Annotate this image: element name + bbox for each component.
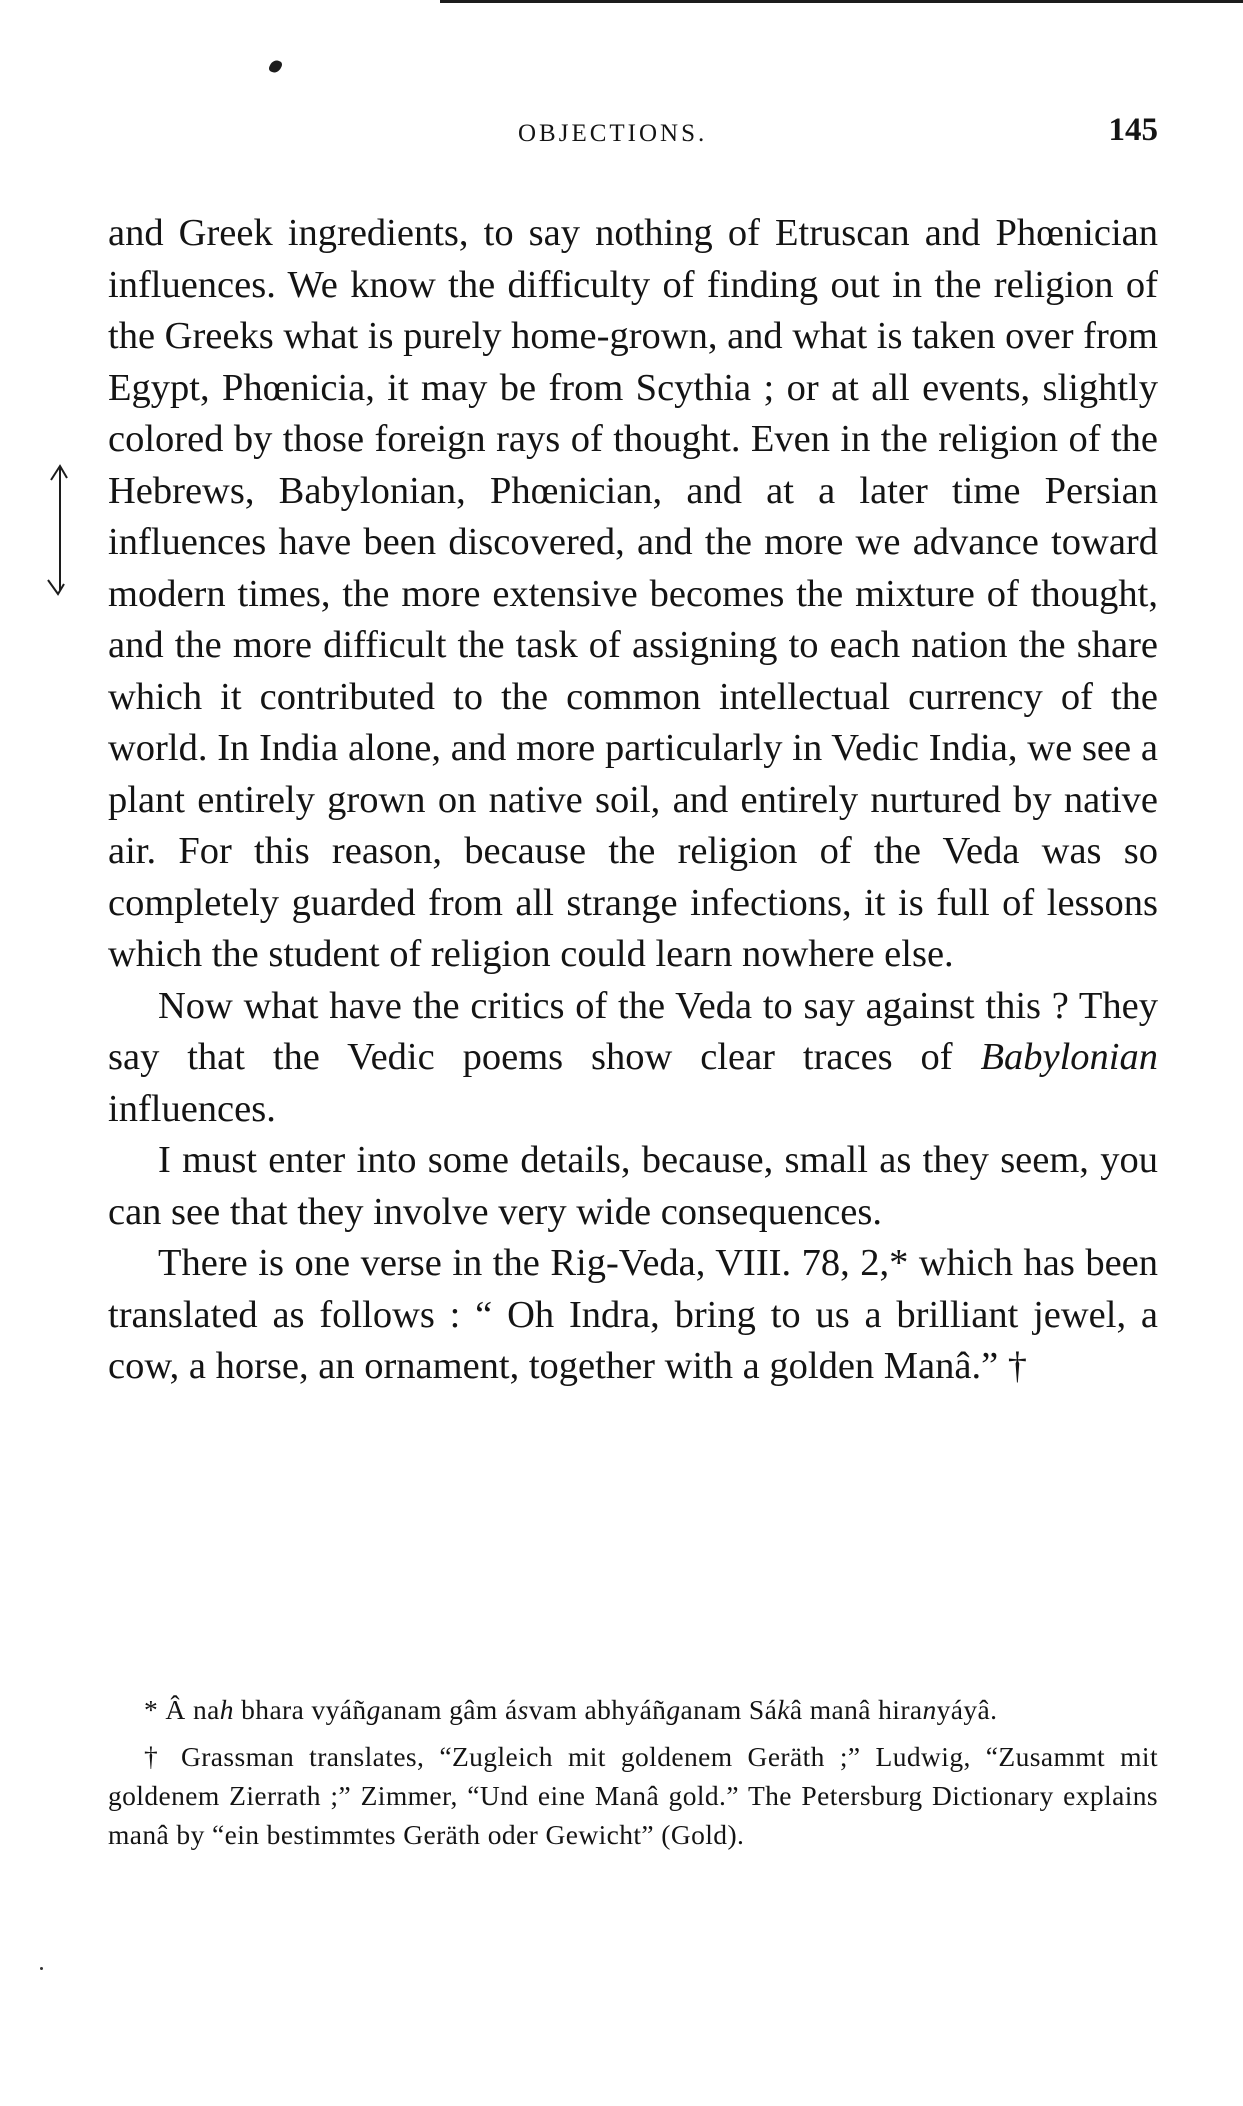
footnote-2: † Grassman translates, “Zugleich mit goldenem Geräth ;” Ludwig, “Zusammt mit goldenem Zierrath ;” Zimmer, “Und eine Manâ gold.” The Petersburg Dictionary explains manâ by “ein bestimmtes Geräth oder Gewicht” (Gold). xyxy=(108,1741,1158,1850)
body-text xyxy=(108,208,1158,1393)
footnote-1-part: yáyâ. xyxy=(936,1694,998,1725)
footnote-1-italic: s xyxy=(517,1694,529,1725)
footnotes xyxy=(108,1690,1158,1854)
running-title: OBJECTIONS. xyxy=(518,120,708,147)
ink-speck-small xyxy=(40,1967,43,1970)
paragraph-2-end: influences. xyxy=(108,1087,276,1130)
footnote-1 xyxy=(108,1690,1158,1729)
paragraph-2-italic: Babylonian xyxy=(980,1036,1158,1078)
running-head xyxy=(108,112,1158,152)
footnote-1-part: * Â na xyxy=(144,1694,220,1725)
footnote-1-part: â manâ hira xyxy=(789,1694,923,1725)
page-number: 145 xyxy=(1108,112,1158,148)
footnote-1-italic: n xyxy=(922,1694,937,1725)
top-rule xyxy=(440,0,1243,3)
paragraph-2-start: Now what have the critics of the Veda to say against this ? They say that the Vedic poems show clear traces of xyxy=(108,984,1158,1078)
paragraph-1: and Greek ingredients, to say nothing of Etruscan and Phœnician influences. We know the difficulty of finding out in the religion of the Greeks what is purely home-grown, and what is taken over from Egypt, Phœnicia, it may be from Scythia ; or at all events, slightly colored by those foreign rays of thought. Even in the religion of the Hebrews, Babylonian, Phœnician, and at a later time Persian influences have been discovered, and the more we advance toward modern times, the more extensive becomes the mixture of thought, and the more difficult the task of assigning to each nation the share which it contributed to the common intellectual currency of the world. In India alone, and more particularly in Vedic India, we see a plant entirely grown on native soil, and entirely nurtured by native air. For this reason, because the religion of the Veda was so completely guarded from all strange infections, it is full of lessons which the student of religion could learn nowhere else. xyxy=(108,212,1158,975)
footnote-1-italic: g xyxy=(366,1694,381,1725)
footnote-1-italic: g xyxy=(666,1694,681,1725)
footnote-1-part: anam Sá xyxy=(680,1694,778,1725)
footnote-1-part: bhara vyáñ xyxy=(233,1694,367,1725)
paragraph-4: There is one verse in the Rig-Veda, VIII. 78, 2,* which has been translated as follows : “ Oh Indra, bring to us a brilliant jewel, a cow, a horse, an ornament, together with a golden Manâ.” † xyxy=(108,1242,1158,1387)
footnote-1-italic: k xyxy=(777,1694,790,1725)
paragraph-3: I must enter into some details, because, small as they seem, you can see that they involve very wide consequences. xyxy=(108,1139,1158,1233)
footnote-1-italic: h xyxy=(219,1694,234,1725)
footnote-1-part: anam gâm á xyxy=(380,1694,518,1725)
margin-arrow-annotation xyxy=(38,462,78,600)
ink-speck xyxy=(268,58,283,74)
paragraph-2 xyxy=(108,981,1158,1136)
footnote-1-part: vam abhyáñ xyxy=(528,1694,667,1725)
